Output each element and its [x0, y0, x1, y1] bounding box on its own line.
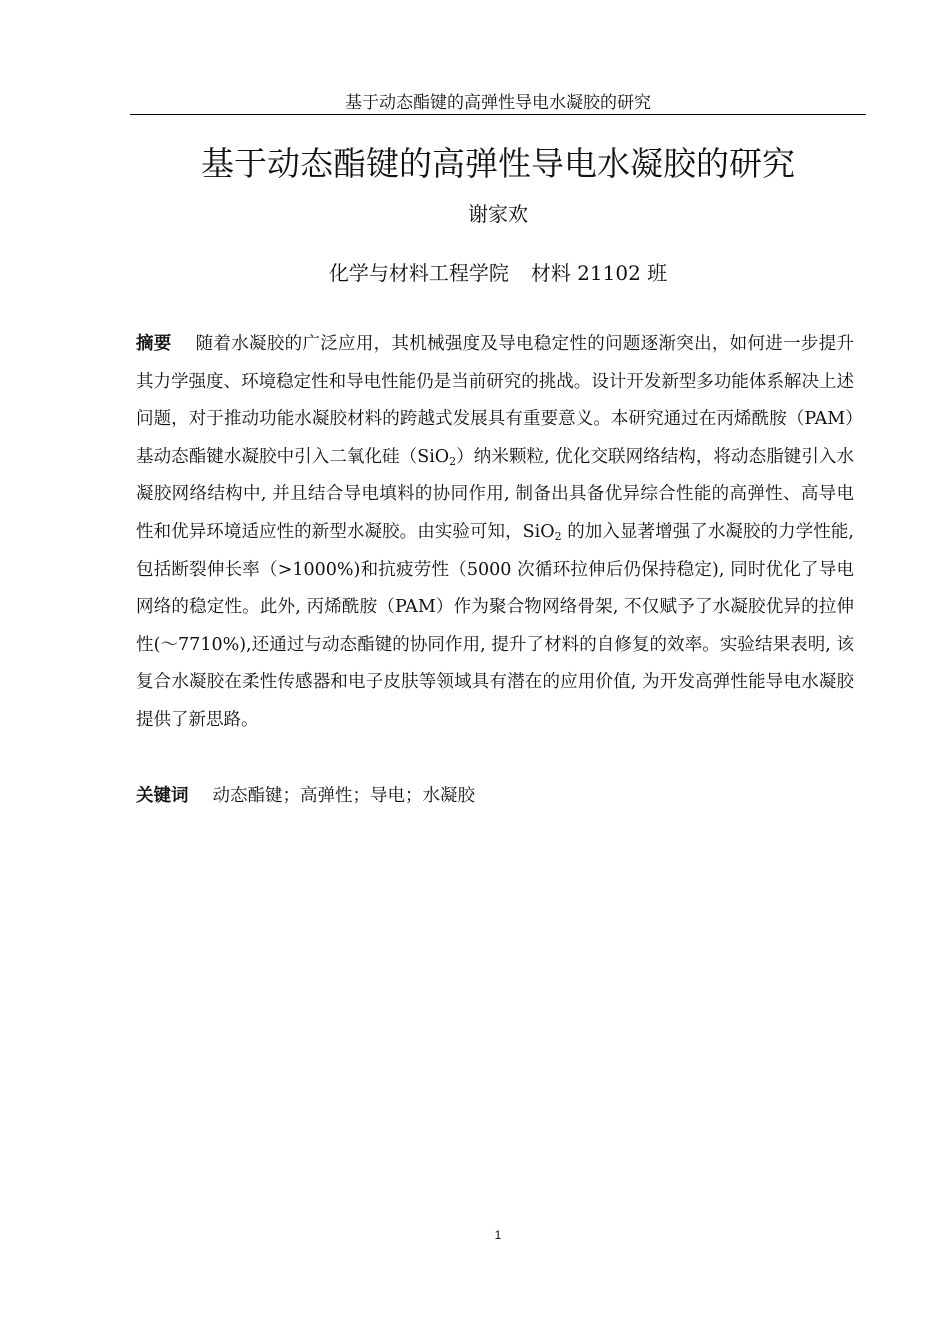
running-header: 基于动态酯键的高弹性导电水凝胶的研究 — [345, 93, 651, 113]
affiliation-class: 材料 21102 班 — [530, 261, 668, 285]
keywords-text: 动态酯键；高弹性；导电；水凝胶 — [212, 786, 475, 806]
page-number: 1 — [494, 1228, 502, 1242]
abstract — [136, 326, 854, 740]
abstract-subscript-1: 2 — [449, 454, 457, 468]
paper-title: 基于动态酯键的高弹性导电水凝胶的研究 — [201, 144, 795, 183]
abstract-text-2: ）纳米颗粒, 优化交联网络结构，将动态脂键引入水凝胶网络结构中, 并且结合导电填料的协同作用, 制备出具备优异综合性能的高弹性、高导电性和优异环境适应性的新型水凝胶。由实验可知，SiO — [136, 446, 854, 542]
abstract-label: 摘要 — [136, 334, 172, 354]
abstract-text-3: 的加入显著增强了水凝胶的力学性能, 包括断裂伸长率（>1000%)和抗疲劳性（5000 次循环拉伸后仍保持稳定), 同时优化了导电网络的稳定性。此外, 丙烯酰胺（PAM）作为聚合物网络骨架, 不仅赋予了水凝胶优异的拉伸性(～7710%),还通过与动态酯键的协同作用, 提升了材料的自修复的效率。实验结果表明, 该复合水凝胶在柔性传感器和电子皮肤等领域具有潜在的应用价值, 为开发高弹性能导电水凝胶提供了新思路。 — [136, 521, 854, 730]
abstract-subscript-2: 2 — [554, 529, 562, 543]
keywords-label: 关键词 — [136, 786, 189, 806]
header-rule — [130, 114, 866, 115]
keywords — [136, 781, 854, 811]
abstract-text-1: 随着水凝胶的广泛应用，其机械强度及导电稳定性的问题逐渐突出，如何进一步提升其力学强度、环境稳定性和导电性能仍是当前研究的挑战。设计开发新型多功能体系解决上述问题，对于推动功能水凝胶材料的跨越式发展具有重要意义。本研究通过在丙烯酰胺（PAM）基动态酯键水凝胶中引入二氧化硅（SiO — [136, 334, 855, 467]
affiliation — [130, 259, 866, 287]
affiliation-school: 化学与材料工程学院 — [328, 261, 509, 285]
author-name: 谢家欢 — [468, 202, 528, 226]
